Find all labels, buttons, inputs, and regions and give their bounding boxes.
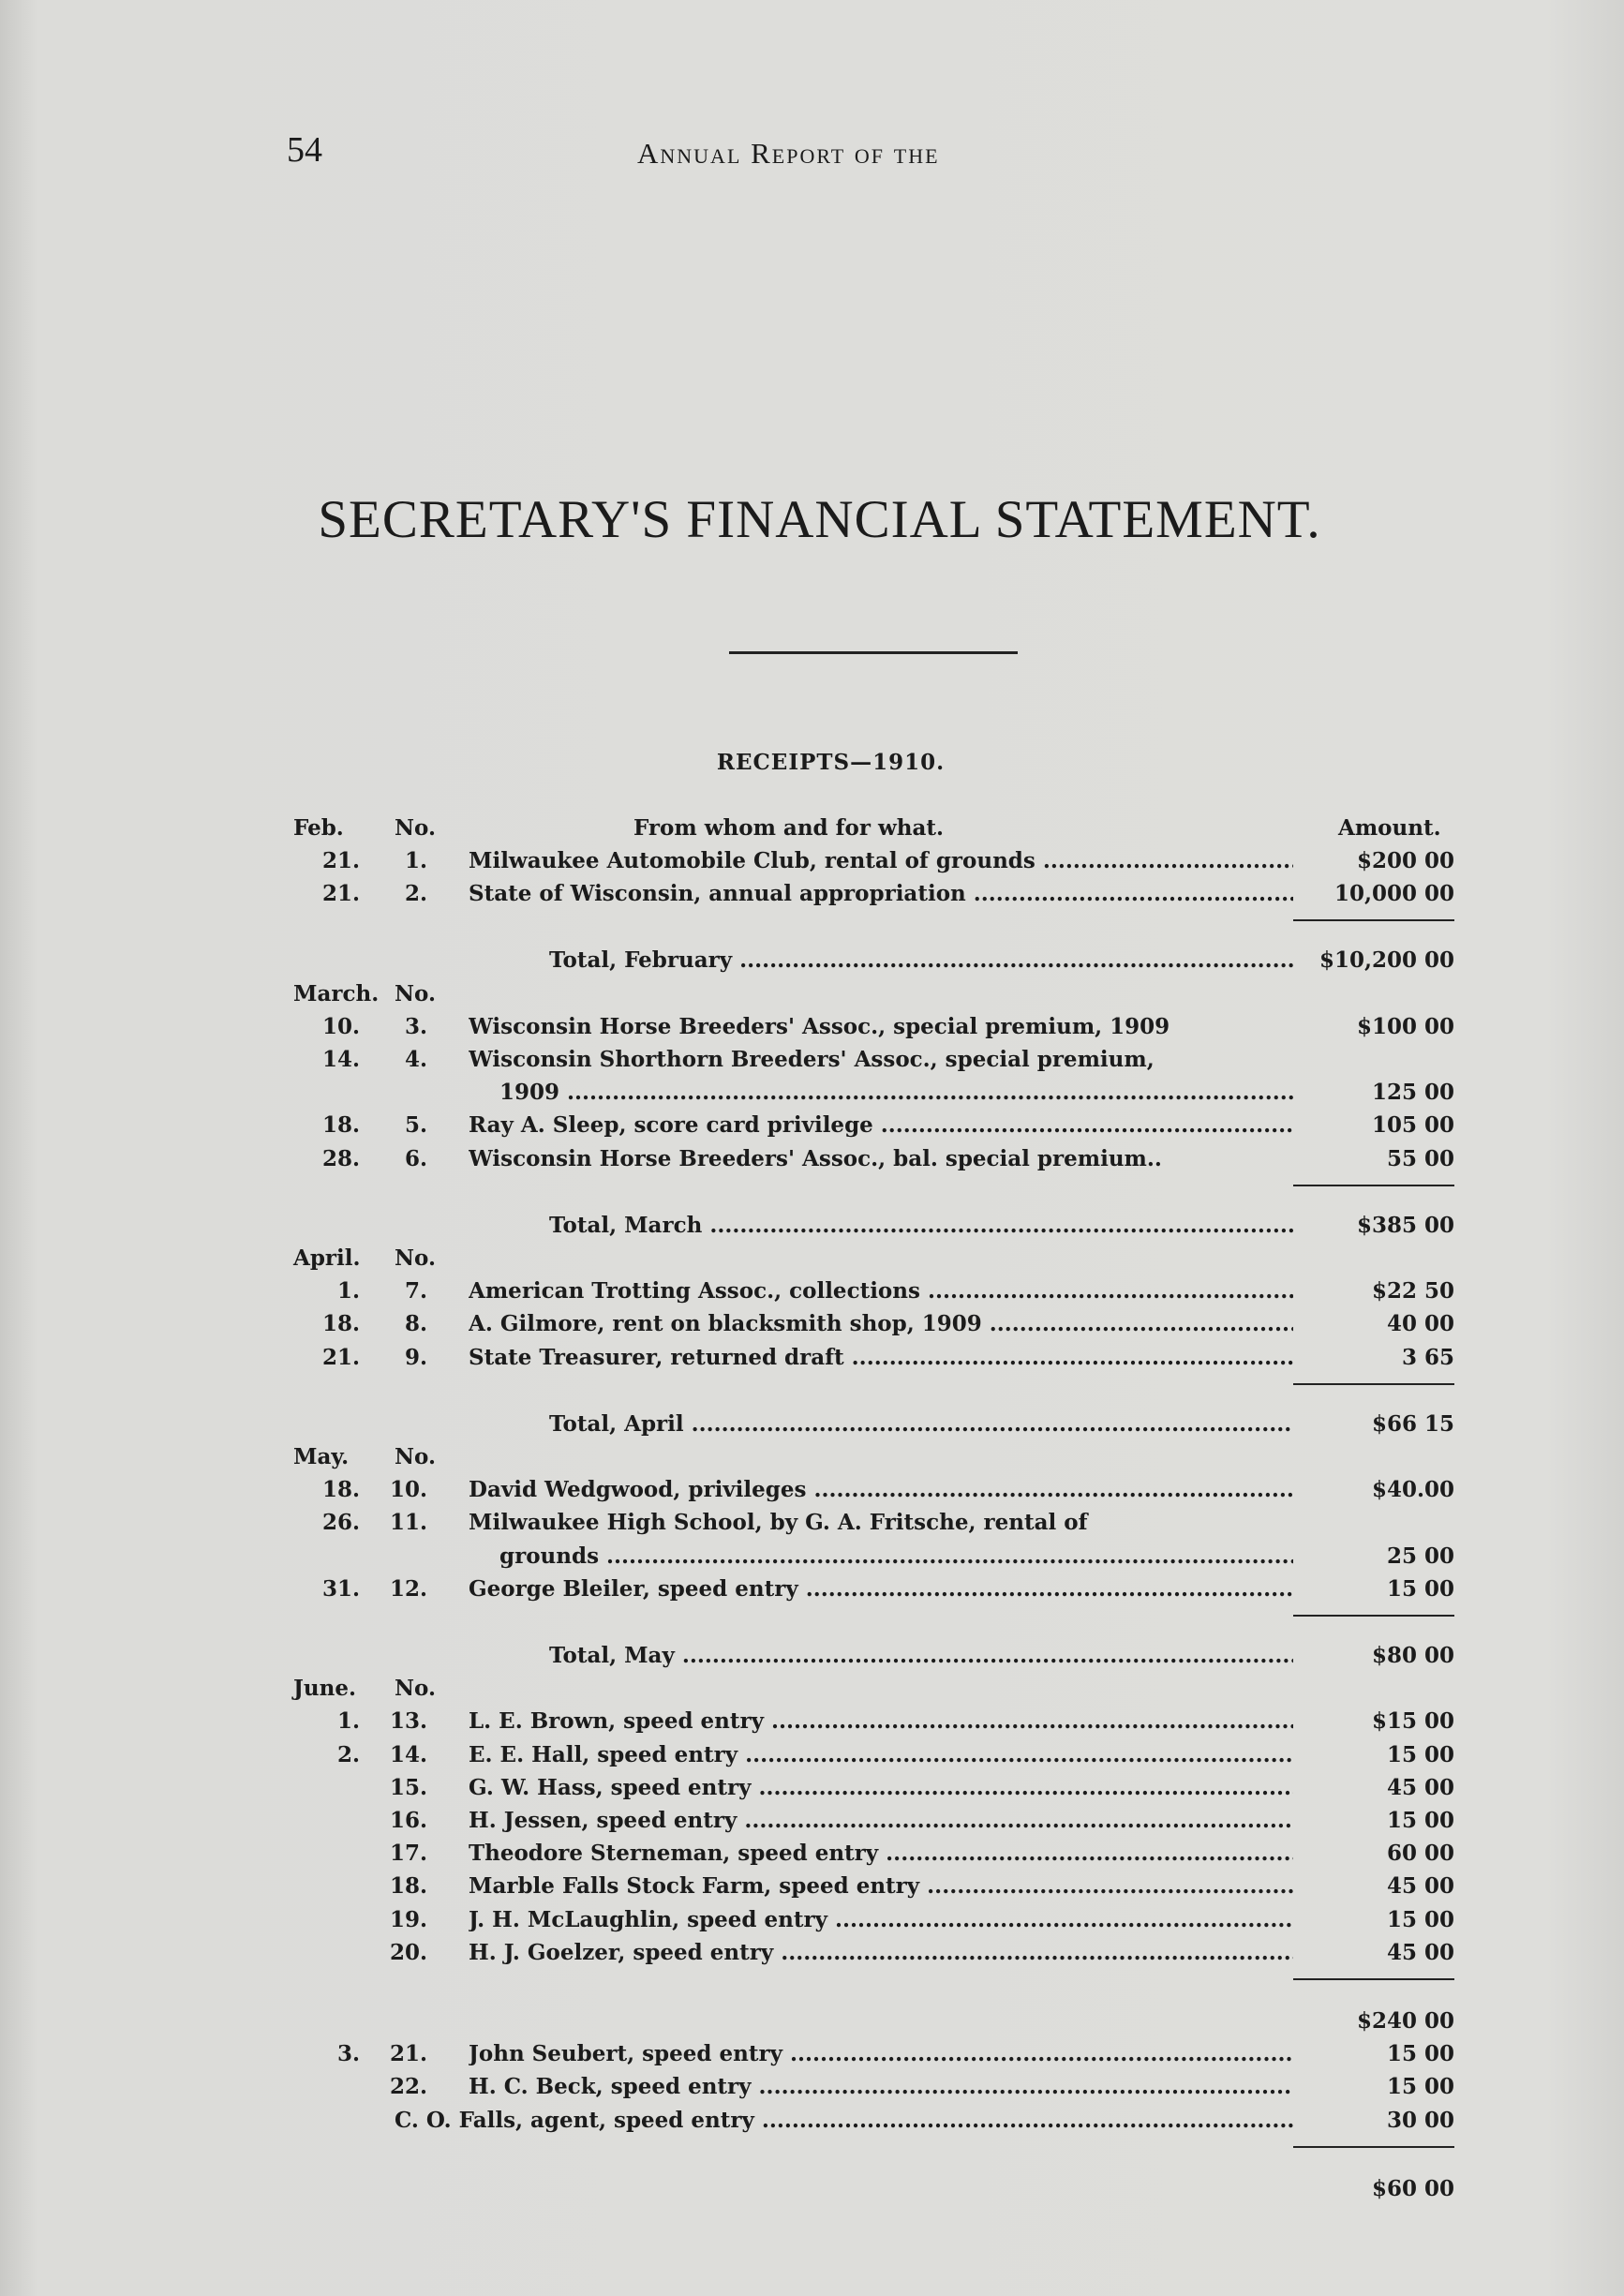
row-description: A. Gilmore, rent on blacksmith shop, 1909 ..... (469, 1307, 1293, 1341)
row-description: J. H. McLaughlin, speed entry ..... (469, 1903, 1293, 1937)
row-number: 21. (389, 2041, 427, 2067)
row-day: 14. (321, 1047, 360, 1072)
row-description: 1909 ..... (499, 1076, 1293, 1110)
row-day: 1. (336, 1708, 360, 1735)
total-label: Total, May ..... (549, 1639, 1293, 1673)
row-description: grounds ..... (499, 1540, 1293, 1573)
table-row (0, 2104, 1624, 2138)
subtotal-amount: $60 00 (1371, 2175, 1454, 2201)
month-label: March. (293, 980, 380, 1006)
row-number: 9. (404, 1344, 427, 1370)
page-title: SECRETARY'S FINANCIAL STATEMENT. (318, 490, 1321, 549)
table-row-continuation (0, 1076, 1624, 1110)
row-number: 5. (404, 1112, 427, 1139)
sum-rule (1293, 1615, 1454, 1617)
table-row (0, 877, 1624, 911)
row-day: 1. (336, 1278, 360, 1305)
row-description: Ray A. Sleep, score card privilege ..... (469, 1109, 1293, 1142)
total-label: Total, March ..... (549, 1209, 1293, 1243)
total-amount: $66 15 (1371, 1410, 1454, 1437)
row-amount: $40.00 (1371, 1477, 1454, 1503)
row-number: 2. (404, 881, 427, 907)
month-label: May. (293, 1444, 350, 1469)
row-number: 6. (404, 1145, 427, 1171)
table-row (0, 1936, 1624, 1970)
row-number: 17. (389, 1841, 427, 1867)
row-description: Theodore Sterneman, speed entry ..... (469, 1837, 1293, 1871)
row-amount: 45 00 (1386, 1774, 1454, 1800)
row-amount: 15 00 (1386, 2074, 1454, 2100)
row-amount: $100 00 (1356, 1013, 1454, 1039)
table-row (0, 1506, 1624, 1540)
table-row (0, 1771, 1624, 1805)
row-day: 26. (321, 1510, 360, 1536)
row-amount: 30 00 (1386, 2107, 1454, 2133)
column-header-month: Feb. (293, 815, 344, 841)
column-header-no: No. (395, 815, 436, 841)
section-title: RECEIPTS—1910. (716, 750, 946, 775)
row-description: Wisconsin Horse Breeders' Assoc., special premium, 1909 (469, 1013, 1170, 1039)
sum-rule (1293, 1978, 1454, 1980)
row-amount: 15 00 (1386, 1741, 1454, 1767)
row-number: 22. (389, 2074, 427, 2100)
table-row (0, 1307, 1624, 1341)
row-description: John Seubert, speed entry ..... (469, 2037, 1293, 2071)
row-number: 12. (389, 1575, 427, 1602)
row-description: H. J. Goelzer, speed entry ..... (469, 1936, 1293, 1970)
row-description: Milwaukee Automobile Club, rental of grounds ..... (469, 844, 1293, 878)
month-no-label: No. (395, 1245, 436, 1271)
row-description: Wisconsin Shorthorn Breeders' Assoc., special premium, (469, 1047, 1155, 1072)
month-heading-row (0, 1440, 1624, 1474)
row-amount: 105 00 (1371, 1112, 1454, 1139)
table-row (0, 1870, 1624, 1903)
table-row (0, 1010, 1624, 1044)
table-row (0, 2070, 1624, 2104)
row-number: 4. (404, 1047, 427, 1072)
table-row (0, 1109, 1624, 1142)
row-description: State of Wisconsin, annual appropriation ..... (469, 877, 1293, 911)
table-row (0, 1142, 1624, 1176)
table-row (0, 1275, 1624, 1308)
row-number: 16. (389, 1808, 427, 1833)
row-amount: 15 00 (1386, 2041, 1454, 2067)
row-day: 2. (336, 1741, 360, 1767)
row-number: 3. (404, 1013, 427, 1039)
sum-rule (1293, 1185, 1454, 1186)
subtotal-amount: $240 00 (1356, 2008, 1454, 2034)
row-number: 14. (389, 1741, 427, 1767)
table-row (0, 1738, 1624, 1772)
row-number: 20. (389, 1939, 427, 1965)
title-divider (729, 651, 1018, 654)
row-day: 31. (321, 1575, 360, 1602)
month-no-label: No. (395, 1676, 436, 1702)
table-row (0, 1804, 1624, 1838)
row-amount: 60 00 (1386, 1841, 1454, 1867)
row-description: H. C. Beck, speed entry ..... (469, 2070, 1293, 2104)
row-description: Wisconsin Horse Breeders' Assoc., bal. special premium.. (469, 1145, 1162, 1171)
month-total-row (0, 1639, 1624, 1673)
row-description: G. W. Hass, speed entry ..... (469, 1771, 1293, 1805)
column-header-description: From whom and for what. (633, 815, 945, 841)
row-number: 19. (389, 1906, 427, 1932)
table-row (0, 1043, 1624, 1077)
total-amount: $80 00 (1371, 1643, 1454, 1668)
total-amount: $10,200 00 (1319, 947, 1454, 974)
table-row (0, 1705, 1624, 1738)
row-amount: $200 00 (1356, 848, 1454, 873)
row-number: 8. (404, 1311, 427, 1337)
row-amount: 15 00 (1386, 1906, 1454, 1932)
row-day: 18. (321, 1477, 360, 1503)
table-row (0, 844, 1624, 878)
row-description: E. E. Hall, speed entry ..... (469, 1738, 1293, 1772)
row-day: 18. (321, 1311, 360, 1337)
row-day: 21. (321, 1344, 360, 1370)
row-description: State Treasurer, returned draft ..... (469, 1341, 1293, 1375)
row-description: H. Jessen, speed entry ..... (469, 1804, 1293, 1838)
row-description: Milwaukee High School, by G. A. Fritsche, rental of (469, 1510, 1088, 1536)
row-amount: 125 00 (1371, 1080, 1454, 1106)
subtotal-row (0, 2172, 1624, 2206)
row-amount: $15 00 (1371, 1708, 1454, 1735)
row-day: 18. (321, 1112, 360, 1139)
row-description: L. E. Brown, speed entry ..... (469, 1705, 1293, 1738)
subtotal-row (0, 2005, 1624, 2038)
month-label: June. (293, 1676, 356, 1702)
sum-rule (1293, 919, 1454, 921)
row-day: 21. (321, 848, 360, 873)
month-total-row (0, 944, 1624, 977)
table-row (0, 1341, 1624, 1375)
row-day: 28. (321, 1145, 360, 1171)
table-row (0, 1837, 1624, 1871)
month-heading-row (0, 1242, 1624, 1275)
month-total-row (0, 1209, 1624, 1243)
row-description: David Wedgwood, privileges ..... (469, 1473, 1293, 1507)
row-amount: 55 00 (1386, 1145, 1454, 1171)
row-amount: 10,000 00 (1333, 881, 1454, 907)
row-amount: 15 00 (1386, 1575, 1454, 1602)
table-row (0, 1473, 1624, 1507)
row-day: 21. (321, 881, 360, 907)
table-row (0, 2037, 1624, 2071)
month-no-label: No. (395, 980, 436, 1006)
month-label: April. (293, 1245, 361, 1271)
row-number: 7. (404, 1278, 427, 1305)
running-title: Annual Report of the (637, 137, 940, 170)
row-amount: 25 00 (1386, 1543, 1454, 1569)
row-description: C. O. Falls, agent, speed entry ..... (395, 2104, 1293, 2138)
row-amount: 3 65 (1401, 1344, 1454, 1370)
row-description: American Trotting Assoc., collections ..... (469, 1275, 1293, 1308)
row-amount: 45 00 (1386, 1873, 1454, 1900)
row-number: 10. (389, 1477, 427, 1503)
row-amount: $22 50 (1371, 1278, 1454, 1305)
row-number: 18. (389, 1873, 427, 1900)
row-number: 13. (389, 1708, 427, 1735)
table-row (0, 1903, 1624, 1937)
row-description: George Bleiler, speed entry ..... (469, 1573, 1293, 1606)
month-total-row (0, 1408, 1624, 1441)
row-amount: 45 00 (1386, 1939, 1454, 1965)
row-day: 3. (336, 2041, 360, 2067)
sum-rule (1293, 2146, 1454, 2148)
row-day: 10. (321, 1013, 360, 1039)
row-number: 1. (404, 848, 427, 873)
sum-rule (1293, 1383, 1454, 1385)
month-heading-row (0, 977, 1624, 1011)
total-label: Total, February ..... (549, 944, 1293, 977)
month-heading-row (0, 1672, 1624, 1706)
row-number: 15. (389, 1774, 427, 1800)
row-number: 11. (389, 1510, 427, 1536)
row-amount: 15 00 (1386, 1808, 1454, 1833)
table-row (0, 1573, 1624, 1606)
total-label: Total, April ..... (549, 1408, 1293, 1441)
column-header-amount: Amount. (1338, 815, 1441, 841)
table-row-continuation (0, 1540, 1624, 1573)
row-description: Marble Falls Stock Farm, speed entry ..... (469, 1870, 1293, 1903)
total-amount: $385 00 (1356, 1212, 1454, 1238)
month-no-label: No. (395, 1444, 436, 1469)
row-amount: 40 00 (1386, 1311, 1454, 1337)
page-number: 54 (287, 130, 322, 170)
